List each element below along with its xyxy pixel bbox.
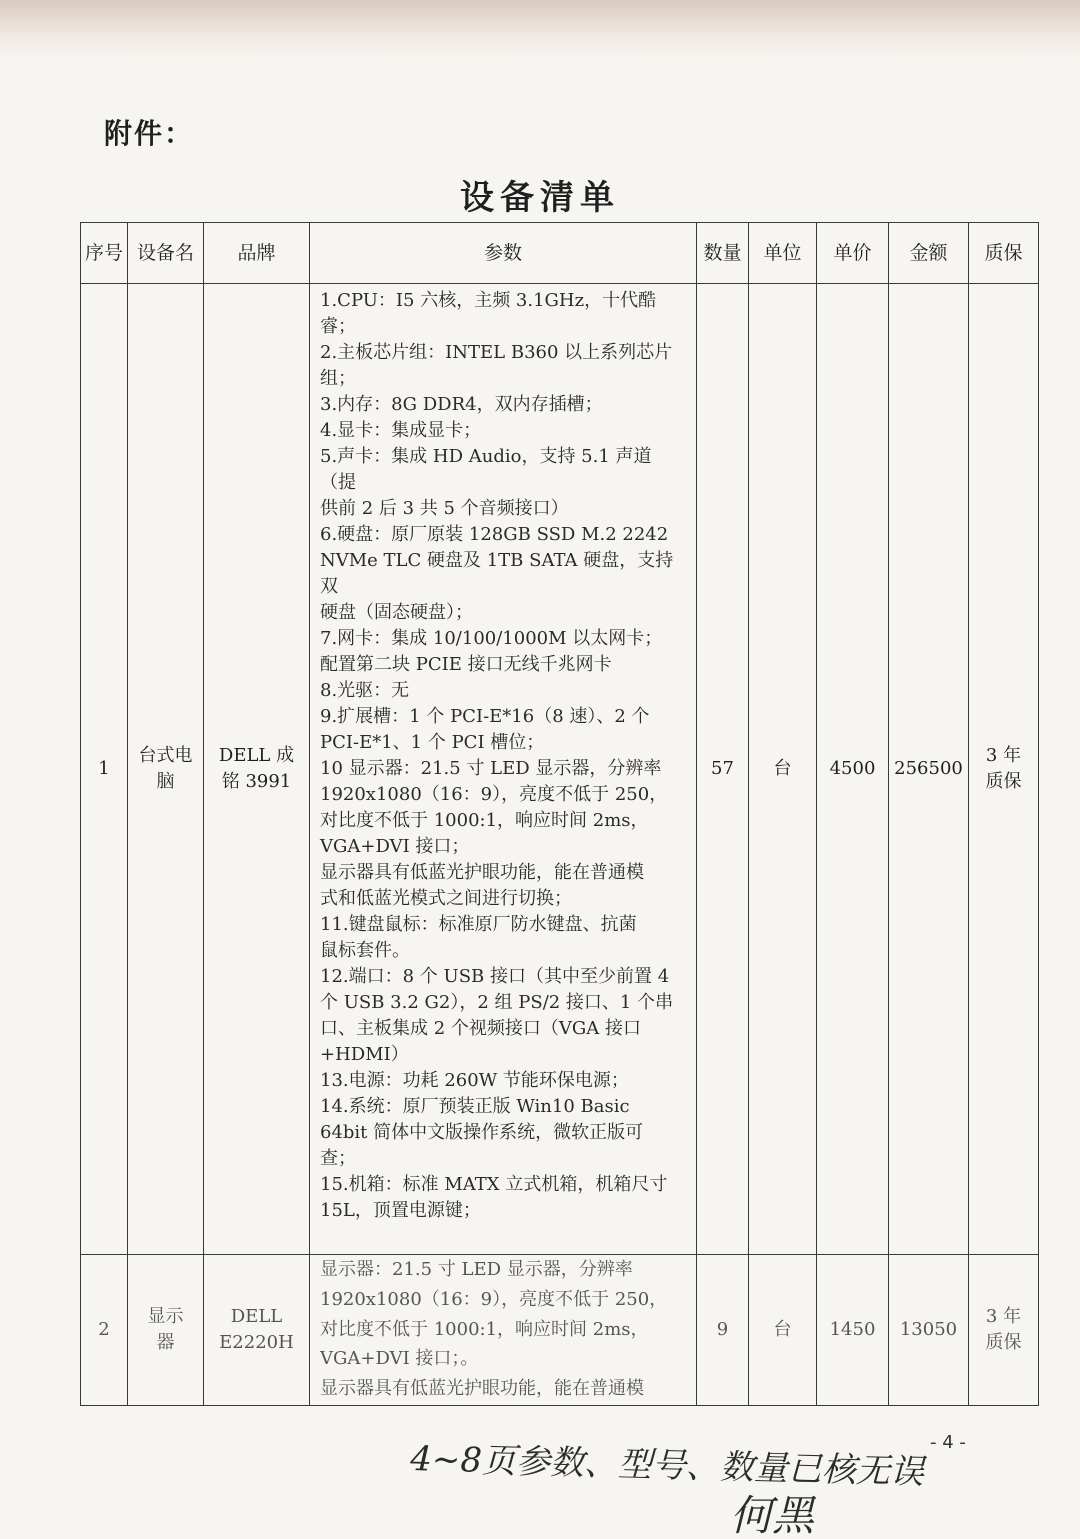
param-line: 式和低蓝光模式之间进行切换； — [320, 888, 572, 909]
handwritten-note: 4~8页参数、型号、数量已核无误 — [409, 1439, 925, 1493]
param-line: VGA+DVI 接口；。 — [320, 1348, 479, 1370]
cell-params — [310, 284, 697, 1255]
cell-qty: 9 — [697, 1255, 749, 1406]
params-list — [320, 288, 686, 1224]
param-line: PCI-E*1、1 个 PCI 槽位； — [320, 732, 545, 753]
param-line: 口、主板集成 2 个视频接口（VGA 接口 — [320, 1018, 641, 1039]
param-line: 8.光驱：无 — [320, 680, 410, 701]
table-row — [81, 284, 1039, 1255]
param-line: 个 USB 3.2 G2），2 组 PS/2 接口、1 个串 — [320, 992, 674, 1013]
param-line: 12.端口：8 个 USB 接口（其中至少前置 4 — [320, 966, 670, 987]
param-line: VGA+DVI 接口； — [320, 836, 470, 857]
param-line: 3.内存：8G DDR4，双内存插槽； — [320, 394, 603, 415]
attachment-label: 附件： — [104, 117, 195, 150]
param-line: 查； — [320, 1148, 356, 1169]
cell-no: 2 — [81, 1255, 128, 1406]
param-line: 9.扩展槽：1 个 PCI-E*16（8 速）、2 个 — [320, 706, 650, 727]
param-line: +HDMI） — [320, 1044, 409, 1065]
cell-name: 台式电脑 — [128, 284, 204, 1255]
header-warranty: 质保 — [969, 223, 1039, 284]
cell-amount: 13050 — [889, 1255, 969, 1406]
header-qty: 数量 — [697, 223, 749, 284]
param-line: 64bit 简体中文版操作系统，微软正版可 — [320, 1122, 644, 1143]
header-no: 序号 — [81, 223, 128, 284]
page-title: 设备清单 — [460, 178, 620, 218]
header-amount: 金额 — [889, 223, 969, 284]
param-line: 4.显卡：集成显卡； — [320, 420, 482, 441]
cell-brand: DELL 成铭 3991 — [204, 284, 310, 1255]
cell-warranty: 3 年质保 — [969, 1255, 1039, 1406]
cell-amount: 256500 — [889, 284, 969, 1255]
cell-qty: 57 — [697, 284, 749, 1255]
cell-warranty: 3 年质保 — [969, 284, 1039, 1255]
handwritten-annotation — [0, 1418, 1080, 1539]
cell-unit: 台 — [749, 284, 817, 1255]
param-line: 显示器：21.5 寸 LED 显示器，分辨率 — [320, 1259, 633, 1280]
table-row — [81, 1255, 1039, 1406]
header-brand: 品牌 — [204, 223, 310, 284]
table-header-row — [81, 223, 1039, 284]
param-line: 1920x1080（16：9），亮度不低于 250， — [320, 784, 668, 805]
page-top-shadow — [0, 0, 1080, 60]
param-line: 1920x1080（16：9），亮度不低于 250， — [320, 1288, 668, 1310]
cell-unit: 台 — [749, 1255, 817, 1406]
param-line: 11.键盘鼠标：标准原厂防水键盘、抗菌 — [320, 914, 637, 935]
equipment-table — [80, 222, 1039, 1406]
param-line: 15.机箱：标准 MATX 立式机箱，机箱尺寸 — [320, 1174, 668, 1195]
param-line: 对比度不低于 1000:1，响应时间 2ms， — [320, 810, 649, 831]
param-line: 2.主板芯片组：INTEL B360 以上系列芯片 — [320, 342, 673, 363]
param-line: 供前 2 后 3 共 5 个音频接口） — [320, 498, 569, 519]
header-params: 参数 — [310, 223, 697, 284]
param-line: 6.硬盘：原厂原装 128GB SSD M.2 2242 — [320, 524, 669, 545]
param-line: 显示器具有低蓝光护眼功能，能在普通模 — [320, 1378, 644, 1400]
page-number: - 4 - — [930, 1432, 966, 1453]
param-line: 15L，顶置电源键； — [320, 1200, 481, 1221]
param-line: 鼠标套件。 — [320, 940, 410, 961]
param-line: 7.网卡：集成 10/100/1000M 以太网卡； — [320, 628, 663, 649]
cell-brand: DELL E2220H — [204, 1255, 310, 1406]
param-line: 1.CPU：I5 六核，主频 3.1GHz，十代酷睿； — [320, 290, 657, 337]
cell-price: 4500 — [817, 284, 889, 1255]
header-unit: 单位 — [749, 223, 817, 284]
param-line: 10 显示器：21.5 寸 LED 显示器，分辨率 — [320, 758, 662, 779]
header-price: 单价 — [817, 223, 889, 284]
handwritten-signature: 何黑 — [730, 1491, 815, 1539]
cell-price: 1450 — [817, 1255, 889, 1406]
cell-params — [310, 1255, 697, 1406]
param-line: 5.声卡：集成 HD Audio，支持 5.1 声道（提 — [320, 446, 652, 493]
param-line: 显示器具有低蓝光护眼功能，能在普通模 — [320, 862, 644, 883]
param-line: 13.电源：功耗 260W 节能环保电源； — [320, 1070, 629, 1091]
header-name: 设备名 — [128, 223, 204, 284]
param-line: NVMe TLC 硬盘及 1TB SATA 硬盘，支持双 — [320, 550, 674, 597]
param-line: 配置第二块 PCIE 接口无线千兆网卡 — [320, 654, 612, 675]
param-line: 对比度不低于 1000:1，响应时间 2ms， — [320, 1318, 649, 1340]
params-list — [320, 1255, 686, 1403]
param-line: 硬盘（固态硬盘）； — [320, 602, 473, 623]
param-line: 14.系统：原厂预装正版 Win10 Basic — [320, 1096, 630, 1117]
cell-name: 显示器 — [128, 1255, 204, 1406]
param-line: 组； — [320, 368, 356, 389]
cell-no: 1 — [81, 284, 128, 1255]
